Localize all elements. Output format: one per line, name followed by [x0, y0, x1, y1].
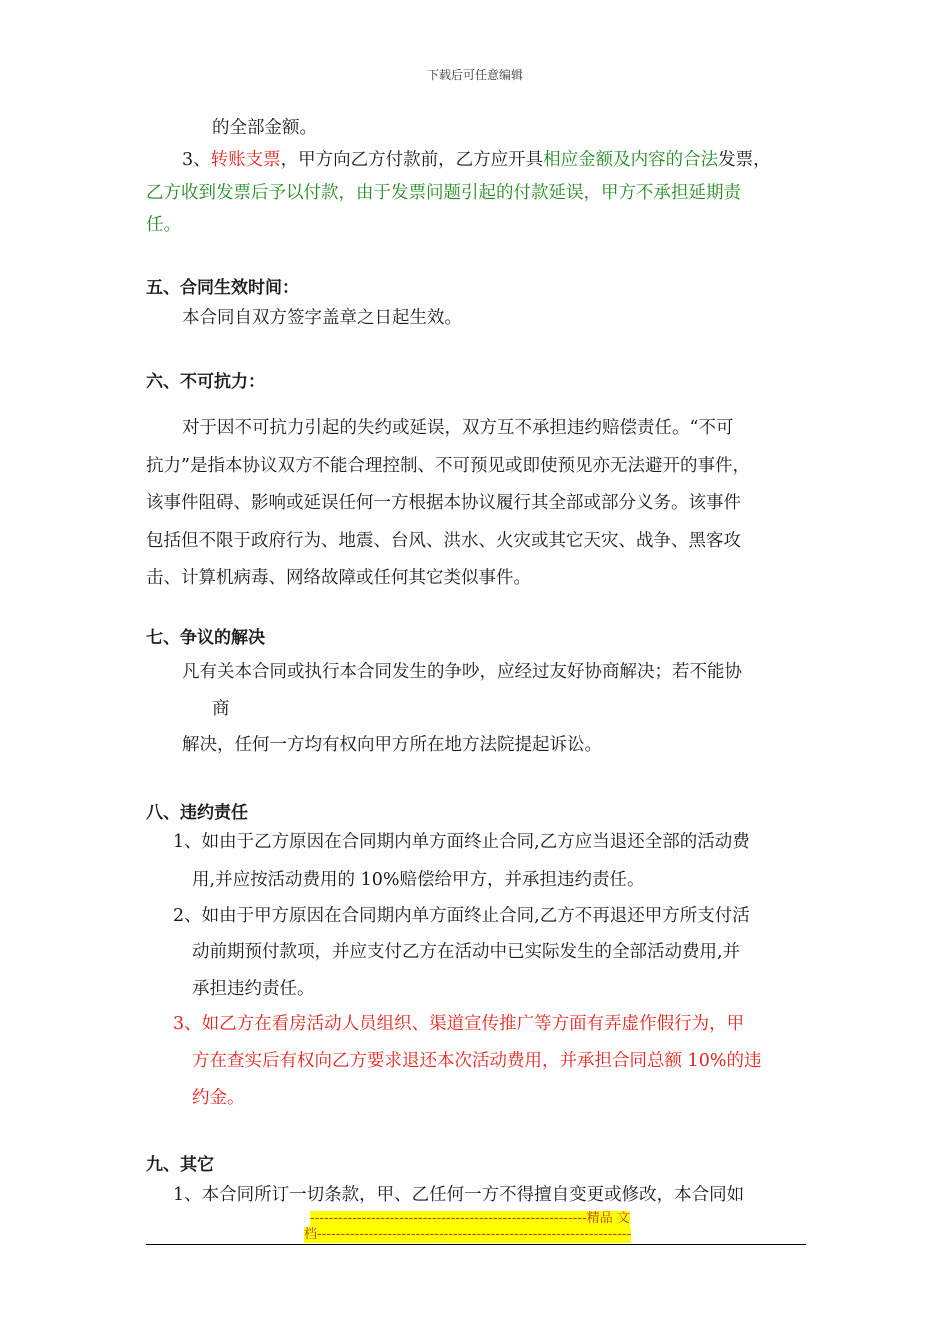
s9-title: 九、其它 [146, 1155, 214, 1175]
s6-line: 抗力”是指本协议双方不能合理控制、不可预见或即使预见亦无法避开的事件， [146, 456, 750, 476]
s8-line: 用,并应按活动费用的 10%赔偿给甲方，并承担违约责任。 [192, 870, 645, 890]
s4-p3-line2: 乙方收到发票后予以付款，由于发票问题引起的付款延误，甲方不承担延期责 [146, 183, 741, 203]
s6-title: 六、不可抗力： [146, 372, 265, 392]
s8-line: 3、如乙方在看房活动人员组织、渠道宣传推广等方面有弄虚作假行为，甲 [173, 1014, 745, 1034]
s4-p3-end-text: 发票， [718, 150, 771, 170]
s4-p3-num: 3、 [182, 150, 211, 170]
s7-line: 商 [212, 699, 230, 719]
s8-line: 1、如由于乙方原因在合同期内单方面终止合同,乙方应当退还全部的活动费 [173, 832, 750, 852]
s8-line: 2、如由于甲方原因在合同期内单方面终止合同,乙方不再退还甲方所支付活 [173, 906, 750, 926]
s4-p3-mid-text: ，甲方向乙方付款前，乙方应开具 [280, 150, 544, 170]
s6-line: 对于因不可抗力引起的失约或延误，双方互不承担违约赔偿责任。“不可 [182, 418, 734, 438]
s6-line: 该事件阻碍、影响或延误任何一方根据本协议履行其全部或部分义务。该事件 [146, 493, 741, 513]
s5-body: 本合同自双方签字盖章之日起生效。 [182, 308, 462, 328]
s7-title: 七、争议的解决 [146, 628, 265, 648]
s9-line: 1、本合同所订一切条款，甲、乙任何一方不得擅自变更或修改，本合同如 [173, 1185, 745, 1205]
s8-line: 方在查实后有权向乙方要求退还本次活动费用，并承担合同总额 10%的违 [192, 1051, 762, 1071]
s4-p3-line3: 任。 [146, 215, 181, 235]
footer-watermark-line2: 档------------------------------------------------------------------- [304, 1227, 632, 1242]
s8-line: 承担违约责任。 [192, 979, 315, 999]
s6-line: 包括但不限于政府行为、地震、台风、洪水、火灾或其它天灾、战争、黑客攻 [146, 531, 741, 551]
s6-line: 击、计算机病毒、网络故障或任何其它类似事件。 [146, 568, 531, 588]
s8-line: 约金。 [192, 1088, 245, 1108]
footer-watermark-line1: -----------------------------------------------------------精品 文 [310, 1211, 630, 1226]
s5-title: 五、合同生效时间： [146, 278, 299, 298]
s4-p3-line1 [182, 148, 771, 172]
s4-line0: 的全部金额。 [212, 118, 317, 138]
s7-line: 凡有关本合同或执行本合同发生的争吵，应经过友好协商解决；若不能协 [182, 662, 742, 682]
s7-line: 解决，任何一方均有权向甲方所在地方法院提起诉讼。 [182, 735, 602, 755]
footer-divider [146, 1244, 806, 1245]
page-header-note: 下载后可任意编辑 [426, 68, 523, 82]
s4-p3-green-text: 相应金额及内容的合法 [543, 150, 719, 170]
s4-p3-red-text: 转账支票 [210, 150, 281, 170]
s8-line: 动前期预付款项，并应支付乙方在活动中已实际发生的全部活动费用,并 [192, 942, 741, 962]
s8-title: 八、违约责任 [146, 803, 248, 823]
